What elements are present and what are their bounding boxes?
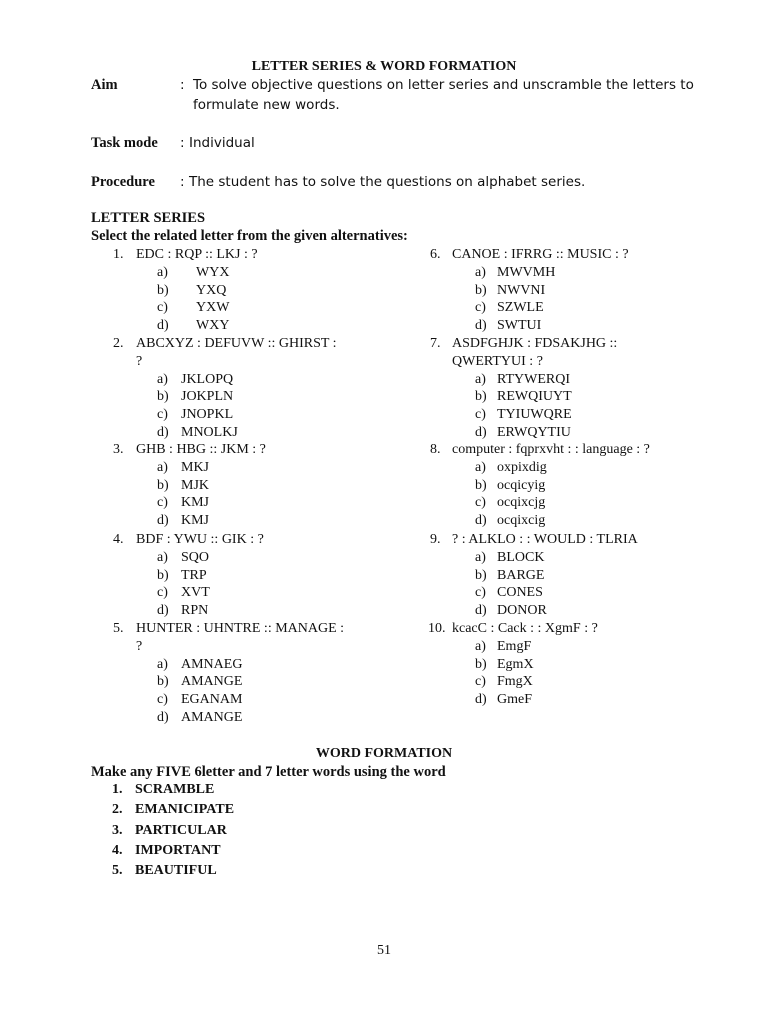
option-letter: c) [475, 300, 486, 316]
option-text: AMNAEG [181, 656, 243, 672]
page-title: LETTER SERIES & WORD FORMATION [251, 59, 517, 74]
option-text: ocqixcjg [497, 495, 546, 511]
option-letter: c) [475, 674, 486, 690]
option-text: KMJ [181, 513, 210, 529]
option-text: REWQIUYT [497, 389, 572, 405]
option-letter: d) [475, 425, 487, 440]
option-text: EgmX [497, 656, 534, 672]
option-letter: d) [475, 692, 487, 708]
option-text: XVT [181, 585, 210, 601]
question-text: BDF : YWU :: GIK : ? [136, 532, 264, 547]
option-letter: b) [475, 477, 487, 493]
option-text: oxpixdig [497, 459, 547, 475]
option-text: SQO [181, 549, 210, 565]
option-letter: c) [475, 585, 486, 601]
question-number: 10. [428, 621, 446, 636]
question-text: CANOE : IFRRG :: MUSIC : ? [452, 247, 629, 262]
question-number: 7. [430, 336, 441, 351]
option-letter: d) [157, 425, 169, 440]
option-text: BLOCK [497, 549, 545, 565]
option-text: ocqicyig [497, 477, 546, 493]
question-number: 9. [430, 532, 441, 547]
option-text: AMANGE [181, 710, 243, 725]
option-text: ocqixcig [497, 513, 546, 529]
option-letter: d) [157, 710, 169, 725]
aim-line-2: formulate new words. [193, 97, 340, 113]
procedure-value: The student has to solve the questions on alphabet series. [189, 174, 586, 190]
word-num-2: 2. [112, 802, 123, 817]
letter-series-instruction: Select the related letter from the given alternatives: [91, 228, 408, 244]
question-number: 6. [430, 247, 441, 262]
option-text: JKLOPQ [181, 371, 234, 387]
option-text: RPN [181, 603, 209, 619]
question-text: ASDFGHJK : FDSAKJHG :: [452, 336, 618, 351]
word-num-1: 1. [112, 782, 123, 797]
option-text: NWVNI [497, 282, 546, 298]
option-letter: b) [157, 477, 169, 493]
question-text: ? [136, 353, 143, 369]
option-letter: a) [475, 264, 486, 280]
question-number: 5. [113, 621, 124, 636]
option-text: DONOR [497, 603, 547, 619]
procedure-sep: : [180, 174, 185, 190]
option-letter: d) [157, 318, 169, 334]
word-formation-instruction: Make any FIVE 6letter and 7 letter words using the word [91, 764, 446, 780]
option-letter: b) [475, 389, 487, 405]
option-letter: b) [157, 567, 169, 583]
option-text: JOKPLN [181, 389, 234, 405]
question-number: 8. [430, 442, 441, 457]
question-number: 4. [113, 532, 124, 547]
question-number: 3. [113, 442, 124, 457]
procedure-label: Procedure [91, 174, 155, 190]
option-letter: a) [157, 371, 168, 387]
option-letter: d) [475, 318, 487, 334]
option-letter: c) [157, 407, 168, 423]
option-letter: b) [157, 389, 169, 405]
option-text: WYX [196, 264, 230, 280]
option-letter: b) [157, 282, 169, 298]
option-text: JNOPKL [181, 407, 234, 423]
option-letter: a) [157, 459, 168, 475]
word-5: BEAUTIFUL [135, 863, 217, 878]
option-text: SWTUI [497, 318, 542, 334]
question-text: EDC : RQP :: LKJ : ? [136, 247, 258, 262]
word-1: SCRAMBLE [135, 782, 215, 797]
option-text: YXQ [196, 282, 227, 298]
option-letter: c) [157, 585, 168, 601]
option-text: MNOLKJ [181, 425, 238, 440]
option-text: AMANGE [181, 674, 243, 690]
question-text: ABCXYZ : DEFUVW :: GHIRST : [136, 336, 337, 351]
aim-label: Aim [91, 77, 118, 93]
option-text: TRP [181, 567, 207, 583]
task-mode-label: Task mode [91, 135, 158, 151]
word-3: PARTICULAR [135, 823, 227, 838]
option-letter: a) [157, 656, 168, 672]
option-letter: b) [475, 656, 487, 672]
option-letter: d) [157, 513, 169, 529]
option-letter: b) [157, 674, 169, 690]
question-text: kcacC : Cack : : XgmF : ? [452, 621, 598, 636]
option-text: YXW [196, 300, 230, 316]
page-number: 51 [377, 943, 391, 958]
option-text: CONES [497, 585, 543, 601]
question-text: computer : fqprxvht : : language : ? [452, 442, 650, 457]
option-letter: a) [475, 549, 486, 565]
aim-sep: : [180, 77, 185, 93]
word-num-3: 3. [112, 823, 123, 838]
option-letter: c) [157, 495, 168, 511]
option-text: MJK [181, 477, 210, 493]
option-letter: a) [475, 638, 486, 654]
option-letter: a) [475, 459, 486, 475]
option-letter: c) [475, 407, 486, 423]
question-number: 2. [113, 336, 124, 351]
option-letter: b) [475, 282, 487, 298]
option-text: ERWQYTIU [497, 425, 571, 440]
option-text: EmgF [497, 638, 532, 654]
question-text: HUNTER : UHNTRE :: MANAGE : [136, 621, 345, 636]
question-text: GHB : HBG :: JKM : ? [136, 442, 266, 457]
option-text: MWVMH [497, 264, 556, 280]
word-2: EMANICIPATE [135, 802, 235, 817]
aim-line-1: To solve objective questions on letter series and unscramble the letters to [193, 77, 694, 93]
option-letter: a) [157, 264, 168, 280]
word-num-5: 5. [112, 863, 123, 878]
option-letter: c) [475, 495, 486, 511]
option-letter: a) [157, 549, 168, 565]
option-text: WXY [196, 318, 230, 334]
option-text: SZWLE [497, 300, 544, 316]
option-text: FmgX [497, 674, 533, 690]
option-text: KMJ [181, 495, 210, 511]
question-text: ? : ALKLO : : WOULD : TLRIA [452, 532, 638, 547]
option-letter: d) [157, 603, 169, 619]
option-letter: b) [475, 567, 487, 583]
option-text: GmeF [497, 692, 532, 708]
question-text: ? [136, 638, 143, 654]
option-text: BARGE [497, 567, 545, 583]
word-4: IMPORTANT [135, 843, 221, 858]
option-letter: d) [475, 513, 487, 529]
option-text: MKJ [181, 459, 210, 475]
option-text: RTYWERQI [497, 371, 571, 387]
word-num-4: 4. [112, 843, 123, 858]
word-formation-heading: WORD FORMATION [315, 746, 453, 761]
option-letter: c) [157, 300, 168, 316]
option-letter: c) [157, 692, 168, 708]
option-letter: a) [475, 371, 486, 387]
question-number: 1. [113, 247, 124, 262]
option-text: TYIUWQRE [497, 407, 572, 423]
option-letter: d) [475, 603, 487, 619]
question-text: QWERTYUI : ? [452, 353, 543, 369]
letter-series-heading: LETTER SERIES [91, 210, 206, 226]
option-text: EGANAM [181, 692, 243, 708]
task-mode-value: Individual [189, 135, 255, 151]
task-mode-sep: : [180, 135, 185, 151]
